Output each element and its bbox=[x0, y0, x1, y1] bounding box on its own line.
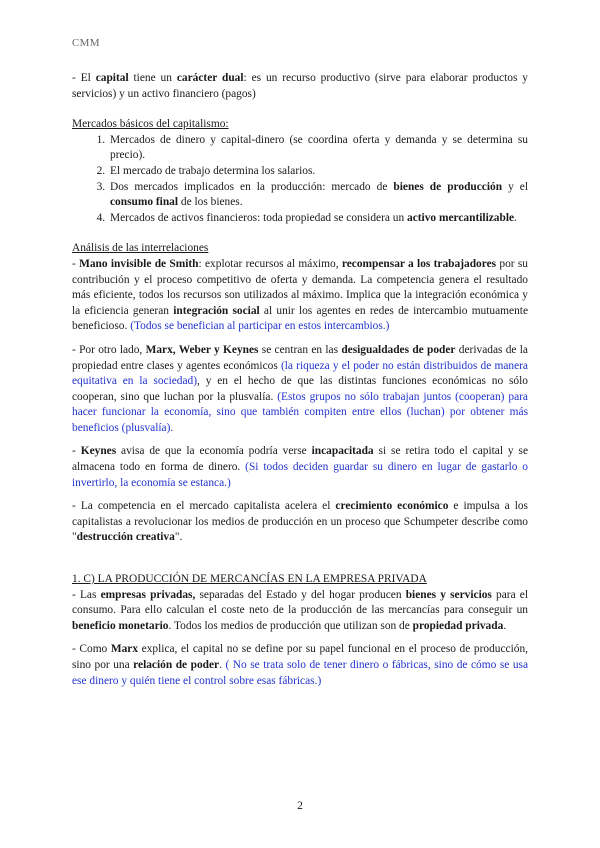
annotation-note: (la riqueza y el poder no están distribuidos de manera equitativa en la sociedad) bbox=[72, 359, 528, 388]
text: tiene un bbox=[128, 72, 177, 84]
text: avisa de que la economía podría verse bbox=[116, 445, 312, 458]
bold-term: beneficio monetario bbox=[72, 619, 169, 632]
list-item bbox=[108, 211, 528, 227]
text: El mercado de trabajo determina los salarios. bbox=[110, 164, 316, 177]
bold-term: bienes de producción bbox=[393, 180, 503, 193]
text: Mercados de activos financieros: toda propiedad se considera un bbox=[110, 211, 408, 224]
annotation-note: (Si todos deciden guardar su dinero en lugar de gastarlo o invertirlo, la economía se estanca.) bbox=[72, 461, 529, 489]
text: . bbox=[514, 211, 517, 224]
paragraph-marx-weber-keynes bbox=[72, 343, 528, 437]
text: ". bbox=[174, 531, 183, 544]
text: : es un recurso productivo (sirve para elaborar productos y servicios) y un activo financiero (pagos) bbox=[72, 72, 528, 100]
list-item bbox=[108, 180, 528, 211]
bold-term: incapacitada bbox=[311, 445, 374, 458]
text: . Todos los medios de producción que utilizan son de bbox=[168, 619, 413, 632]
bold-term: empresas privadas, bbox=[100, 588, 196, 601]
text: - La competencia en el mercado capitalista acelera el bbox=[72, 500, 336, 513]
bold-term: desigualdades de poder bbox=[341, 343, 456, 356]
bold-term: activo mercantilizable bbox=[407, 211, 515, 224]
text: separadas del Estado y del hogar producen bbox=[195, 588, 406, 601]
bold-term: Keynes bbox=[80, 445, 117, 458]
bold-term: Marx, Weber y Keynes bbox=[145, 343, 259, 356]
annotation-note: (Todos se benefician al participar en estos intercambios.) bbox=[130, 320, 390, 333]
paragraph-capital bbox=[72, 71, 528, 102]
text: al unir los agentes en redes de intercambio mutuamente beneficioso. bbox=[72, 304, 528, 333]
text: , y en el hecho de que las distintas funciones económicas no sólo cooperan, sino que luchan por la plusvalía. bbox=[72, 375, 528, 403]
heading-analisis: Análisis de las interrelaciones bbox=[72, 242, 209, 255]
text: explica, el capital no se define por su papel funcional en el proceso de producción, sino por una bbox=[72, 643, 528, 671]
bold-term: relación de poder bbox=[133, 659, 220, 671]
text: - Como bbox=[72, 643, 111, 656]
bold-term: integración social bbox=[173, 304, 260, 317]
paragraph-empresas bbox=[72, 588, 528, 635]
bold-term: Mano invisible de Smith bbox=[79, 257, 199, 270]
text: y el bbox=[502, 180, 528, 193]
text: - bbox=[72, 445, 81, 458]
heading-mercados: Mercados básicos del capitalismo: bbox=[72, 118, 229, 131]
text: . bbox=[219, 659, 226, 671]
bold-term: crecimiento económico bbox=[335, 500, 449, 513]
bold-term: Marx bbox=[110, 643, 139, 656]
text: e impulsa a los capitalistas a revolucionar los medios de producción en un proceso que Schumpeter describe como " bbox=[72, 500, 528, 544]
text: Dos mercados implicados en la producción: mercado de bbox=[110, 180, 394, 193]
annotation-note: (Estos grupos no sólo trabajan juntos (cooperan) para hacer funcionar la economía, sino que también compiten entre ellos (luchan) por obtener más beneficios (plusvalía). bbox=[72, 390, 528, 434]
text: - El bbox=[72, 72, 96, 84]
bold-term: capital bbox=[95, 72, 129, 84]
paragraph-marx-capital bbox=[72, 642, 528, 689]
bold-term: consumo final bbox=[110, 196, 179, 209]
paragraph-competencia bbox=[72, 499, 528, 546]
page-header-initials: CMM bbox=[72, 37, 100, 49]
bold-term: carácter dual bbox=[176, 72, 244, 84]
text: por su contribución y el proceso competitivo de oferta y demanda. La competencia genera el resultado más eficiente, todos los recursos son utilizados al máximo. Implica que la integración económica y la eficiencia generan bbox=[72, 257, 528, 317]
page-number: 2 bbox=[297, 800, 303, 812]
bold-term: destrucción creativa bbox=[76, 531, 175, 544]
text: . bbox=[503, 619, 507, 632]
text: para el consumo. Para ello calculan el coste neto de la producción de las mercancías para conseguir un bbox=[72, 588, 529, 617]
text: - Las bbox=[72, 588, 101, 601]
bold-term: recompensar a los trabajadores bbox=[341, 257, 497, 270]
text: si se retira todo el capital y se almacena todo en forma de dinero. bbox=[72, 445, 528, 474]
text: de los bienes. bbox=[178, 196, 243, 209]
section-heading: 1. C) LA PRODUCCIÓN DE MERCANCÍAS EN LA EMPRESA PRIVADA bbox=[72, 573, 427, 586]
paragraph-keynes bbox=[72, 444, 528, 491]
bold-term: propiedad privada bbox=[412, 619, 504, 632]
text: - Por otro lado, bbox=[72, 343, 146, 356]
annotation-note: ( No se trata solo de tener dinero o fábricas, sino de cómo se usa ese dinero y quién tiene el control sobre esas fábricas.) bbox=[72, 659, 529, 687]
paragraph-smith: - Mano invisible de Smith: explotar recursos al máximo, recompensar a los trabajadores por su contribución y el proceso competitivo de oferta y demanda. La competencia genera el resultado más eficiente, todos los recursos son utilizados al máximo. Implica que la integración económica y la eficiencia generan integración social al unir los agentes en redes de intercambio mutuamente beneficioso. (Todos se benefician al participar en estos intercambios.) bbox=[72, 257, 528, 333]
text: : explotar recursos al máximo, bbox=[198, 257, 342, 270]
list-item bbox=[108, 164, 528, 180]
mercados-list bbox=[72, 133, 528, 227]
text: derivadas de la propiedad entre clases y agentes económicos bbox=[72, 343, 528, 372]
list-item bbox=[108, 133, 528, 164]
bold-term: bienes y servicios bbox=[405, 588, 492, 601]
text: se centran en las bbox=[258, 343, 342, 356]
text: Mercados de dinero y capital-dinero (se coordina oferta y demanda y se determina su precio). bbox=[110, 133, 528, 162]
page-content bbox=[72, 71, 528, 689]
